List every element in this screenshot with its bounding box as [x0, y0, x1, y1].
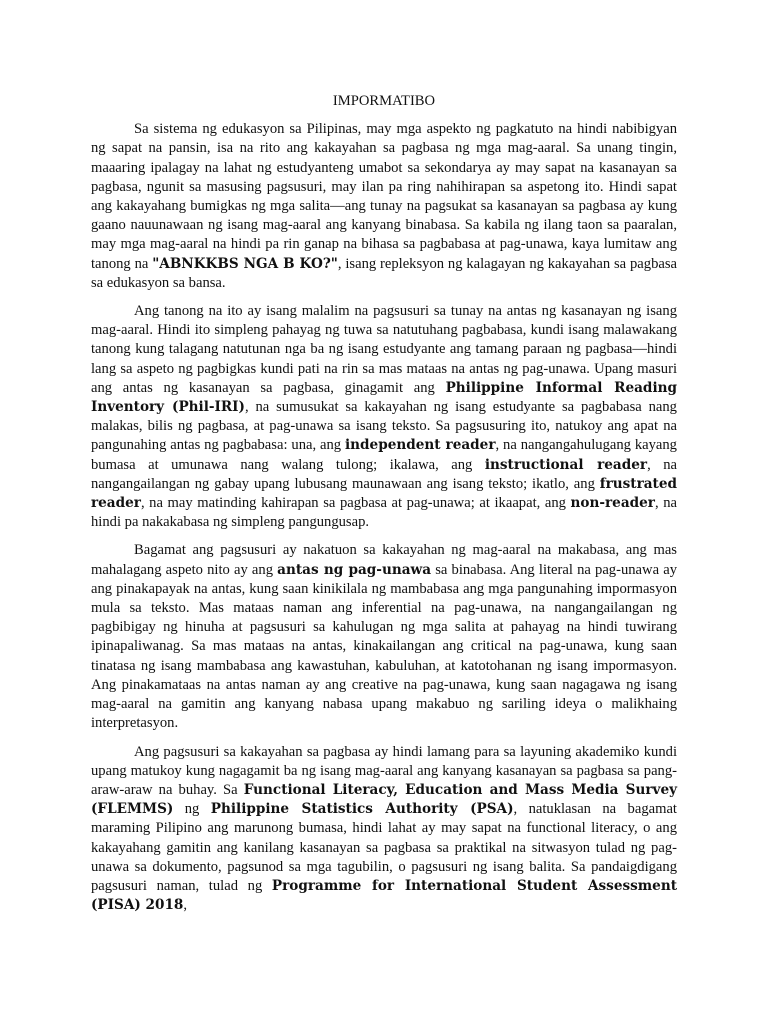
paragraph-text: Ang pagsusuri sa kakayahan sa pagbasa ay hindi lamang para sa layuning akademiko kundi upang matukoy kung nagagamit ba ng isang mag-aaral ang kanyang kasanayan sa pagbasa sa pang-araw-araw na buhay. Sa [91, 743, 677, 798]
paragraph-text: , na nangangahulugang kayang bumasa at umunawa nang walang tulong; ikalawa, ang [91, 437, 677, 473]
paragraph-text: , na nangangailangan ng gabay upang lubusang maunawaan ang isang teksto; ikatlo, ang [91, 456, 677, 492]
paragraph-text: , na sumusukat sa kakayahan ng isang estudyante sa pagbabasa nang malakas, bilis ng pagbasa, at pag-unawa sa isang teksto. Sa pagsusuring ito, natukoy ang apat na pangunahing antas ng pagbabasa: una, ang [91, 399, 677, 454]
paragraph-text: sa binabasa. Ang literal na pag-unawa ay ang pinakapayak na antas, kung saan kinikilala ng mambabasa ang mga pangunahing impormasyon mula sa teksto. Mas mataas naman ang inferential na pag-unawa, na nangangailangan ng pagbibigay ng hinuha at pagsusuri sa kahulugan ng mga salita at pahayag na hindi tuwirang ipinapaliwanag. Sa mas mataas na antas, kinakailangan ang critical na pag-unawa, kung saan tinatasa ng isang mambabasa ang kawastuhan, kabuluhan, at katotohanan ng isang impormasyon. Ang pinakamataas na antas naman ay ang creative na pag-unawa, kung saan nagagawa ng isang mag-aaral na gamitin ang kanyang nabasa upang makabuo ng sariling ideya o malikhaing interpretasyon. [91, 561, 677, 732]
paragraph-3 [91, 541, 677, 733]
document-title: IMPORMATIBO [332, 93, 436, 109]
bold-phrase: "ABNKKBS NGA B KO?" [152, 255, 338, 272]
paragraph-1 [91, 120, 677, 293]
document-page [91, 92, 677, 924]
bold-phrase: Philippine Statistics Authority (PSA) [210, 801, 514, 818]
bold-phrase: antas ng pag-unawa [277, 561, 432, 578]
bold-phrase: frustrated reader [91, 475, 677, 512]
paragraph-text: Ang tanong na ito ay isang malalim na pagsusuri sa tunay na antas ng kasanayan ng isang mag-aaral. Hindi ito simpleng pahayag ng tuwa sa natutuhang pagbabasa, kundi isang malawakang tanong kung talagang natutunan nga ba ng isang estudyante ang tamang paraan ng pagbasa—hindi lang sa aspeto ng pagbigkas kundi pati na rin sa mas mataas na antas ng pag-unawa. Upang masuri ang antas ng kasanayan sa pagbasa, ginagamit ang [91, 303, 677, 396]
bold-phrase: Programme for International Student Assessment (PISA) 2018 [91, 877, 677, 914]
paragraph-text: , na hindi pa nakakabasa ng simpleng pangungusap. [91, 495, 677, 531]
bold-phrase: instructional reader [484, 456, 648, 473]
paragraph-text: , na may matinding kahirapan sa pagbasa at pag-unawa; at ikaapat, ang [140, 495, 571, 512]
paragraph-4 [91, 743, 677, 916]
paragraph-text: Bagamat ang pagsusuri ay nakatuon sa kakayahan ng mag-aaral na makabasa, ang mas mahalagang aspeto nito ay ang [91, 542, 677, 578]
paragraph-text: Sa sistema ng edukasyon sa Pilipinas, may mga aspekto ng pagkatuto na hindi nabibigyan ng sapat na pansin, isa na rito ang kakayahan sa pagbasa ng mga mag-aaral. Sa unang tingin, maaaring ipalagay na lahat ng estudyanteng umabot sa sekondarya ay may sapat na kasanayan sa pagbasa, ngunit sa masusing pagsusuri, may ilan pa ring nahihirapan sa aspetong ito. Hindi sapat ang kakayahang bumigkas ng mga salita—ang tunay na pagsukat sa kasanayan sa pagbasa ay kung gaano nauunawaan ng isang mag-aaral ang kanyang binabasa. Sa kabila ng ilang taon sa paaralan, may mga mag-aaral na hindi pa rin ganap na bihasa sa pagbabasa at pag-unawa, kaya lumitaw ang tanong na [91, 121, 677, 272]
bold-phrase: Functional Literacy, Education and Mass Media Survey (FLEMMS) [91, 781, 677, 818]
paragraph-text: , [183, 897, 188, 914]
paragraph-text: , isang repleksyon ng kalagayan ng kakayahan sa pagbasa sa edukasyon sa bansa. [91, 255, 677, 291]
paragraph-text: ng [173, 801, 211, 818]
paragraph-text: , natuklasan na bagamat maraming Pilipino ang marunong bumasa, hindi lahat ay may sapat na functional literacy, o ang kakayahang gamitin ang kanilang kasanayan sa pagbasa sa praktikal na sitwasyon tulad ng pag-unawa sa dokumento, pagsunod sa mga tagubilin, o pagsusuri ng isang balita. Sa pandaigdigang pagsusuri naman, tulad ng [91, 801, 677, 894]
paragraph-2 [91, 302, 677, 532]
bold-phrase: independent reader [345, 437, 496, 454]
bold-phrase: non-reader [570, 495, 655, 512]
bold-phrase: Philippine Informal Reading Inventory (Phil-IRI) [91, 379, 677, 416]
